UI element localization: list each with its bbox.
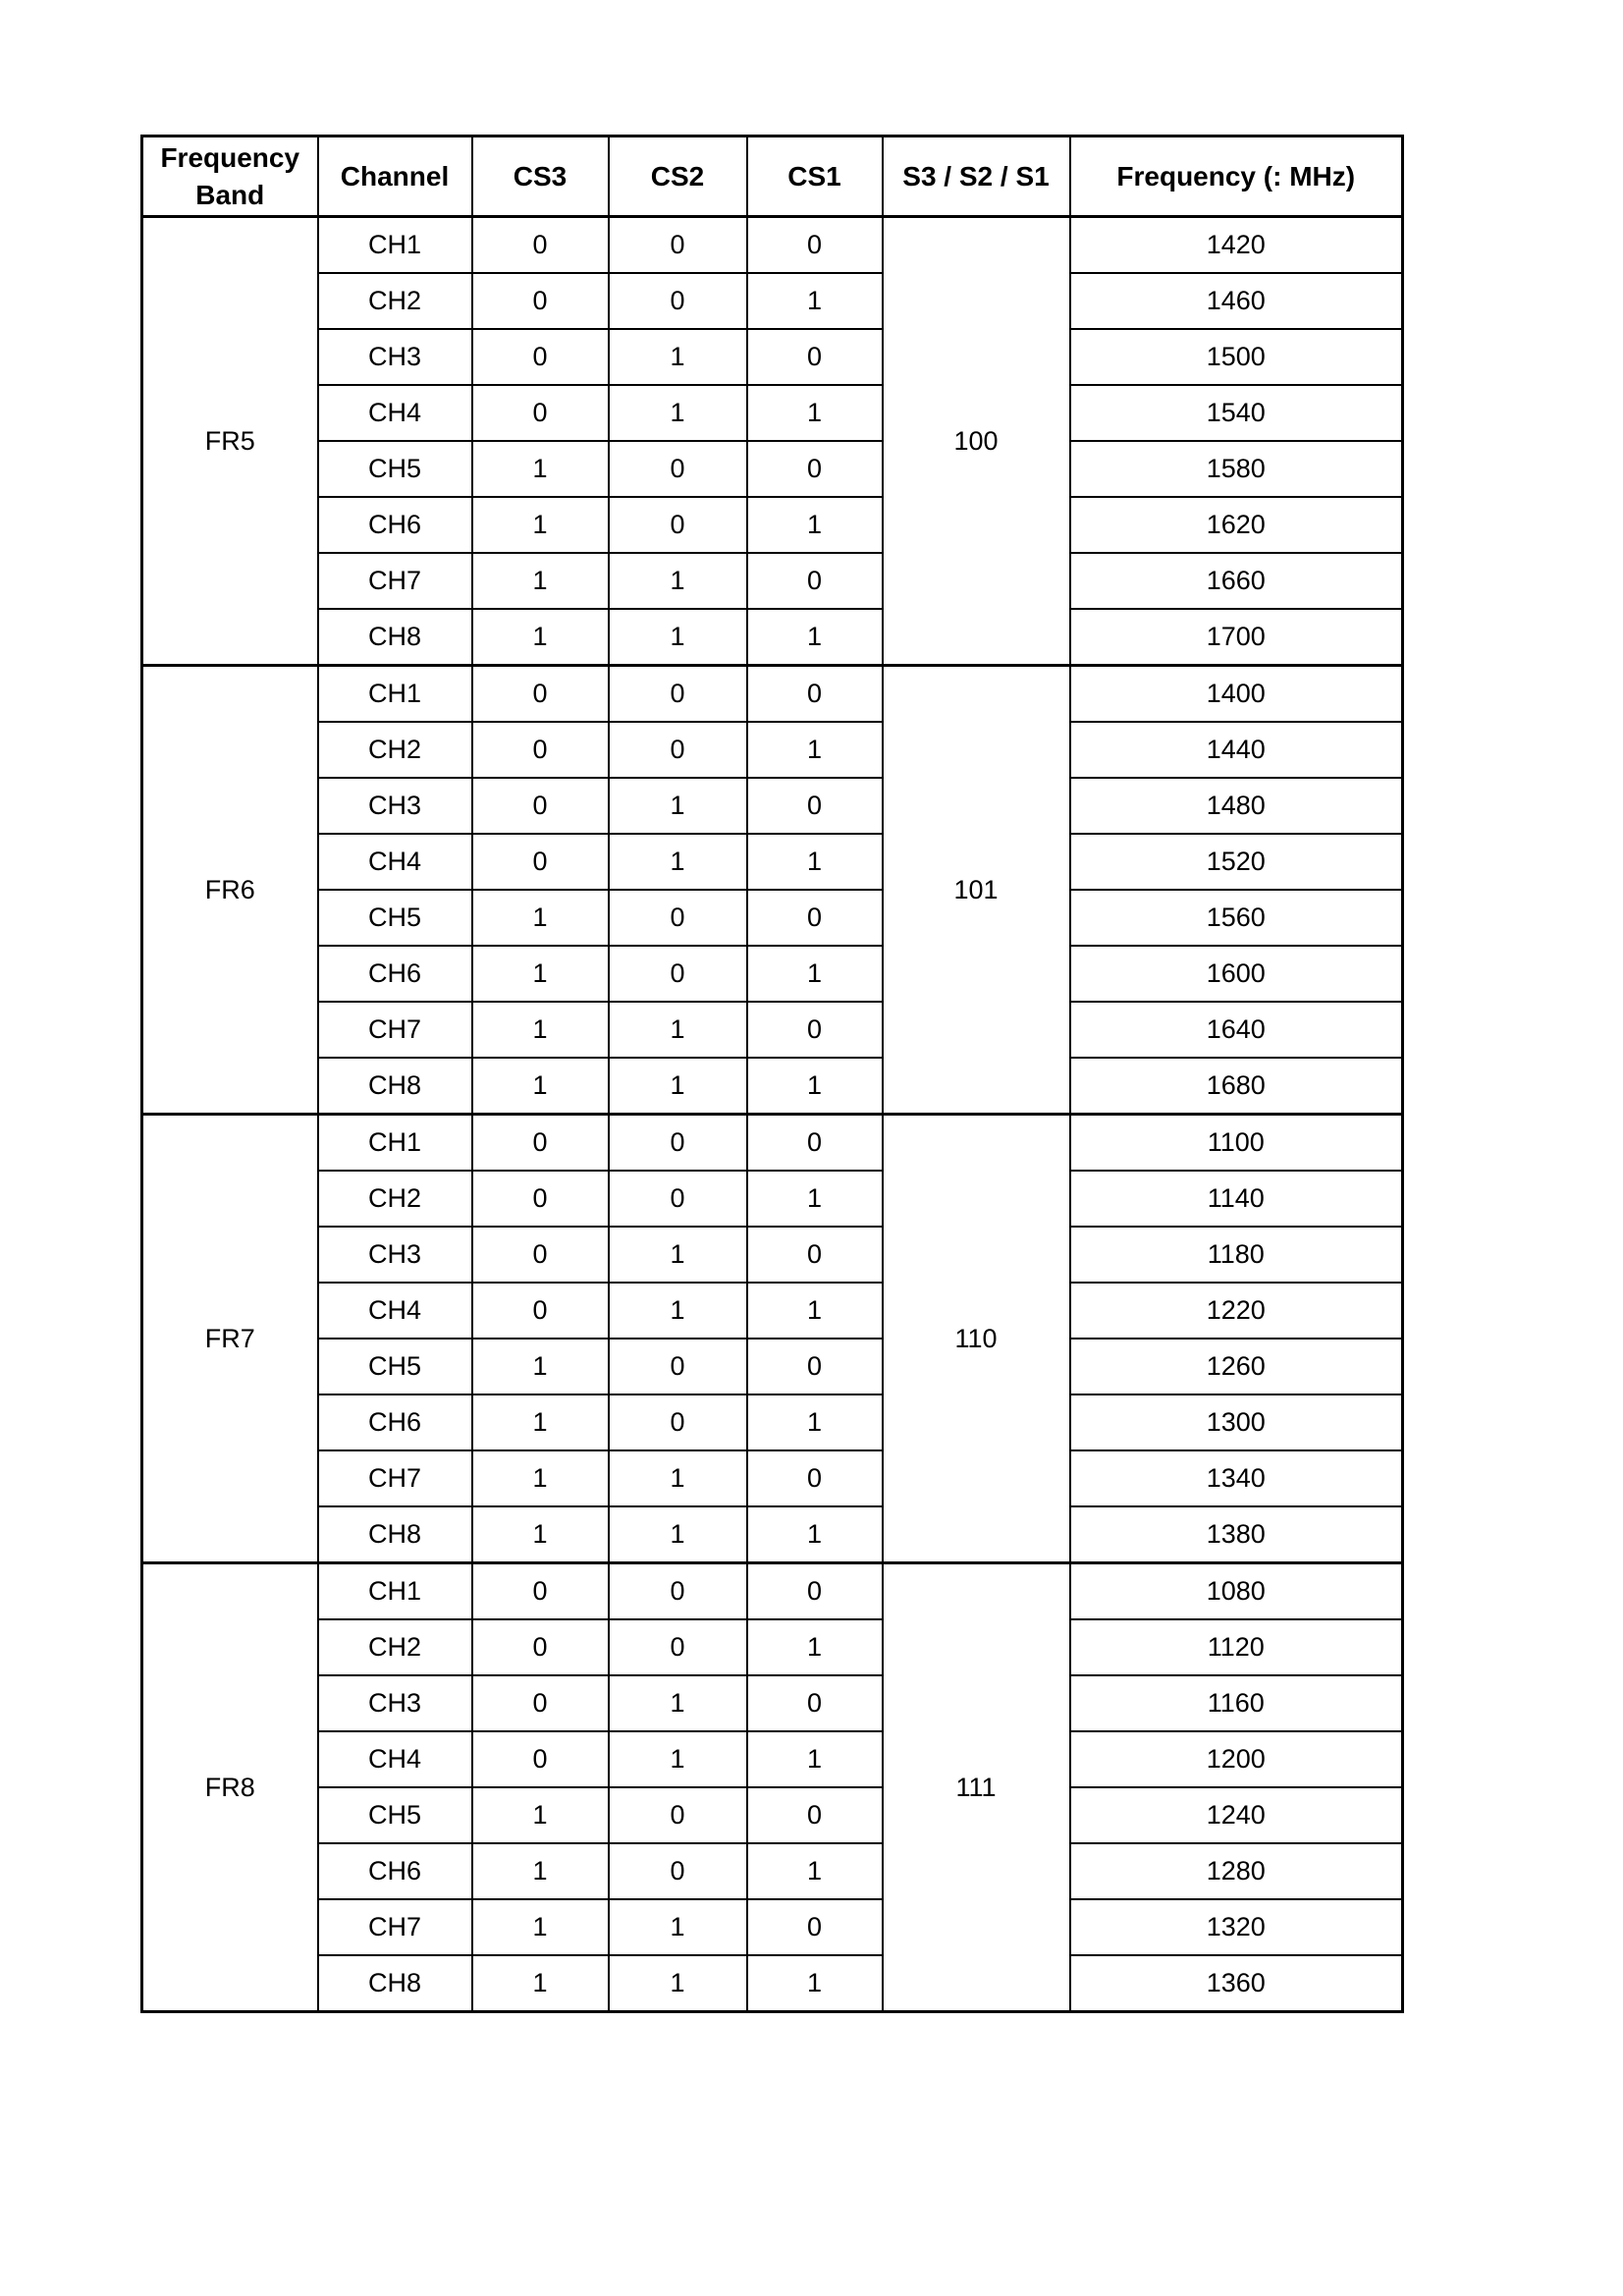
cs2-cell: 1 <box>609 1058 747 1115</box>
col-header-frequency-mhz: Frequency (: MHz) <box>1070 137 1403 217</box>
table-row <box>142 385 1403 441</box>
channel-cell: CH4 <box>318 1731 472 1787</box>
cs1-cell: 1 <box>747 834 883 890</box>
table-row <box>142 1227 1403 1283</box>
table-row <box>142 666 1403 723</box>
frequency-cell: 1460 <box>1070 273 1403 329</box>
channel-cell: CH6 <box>318 497 472 553</box>
col-header-cs1: CS1 <box>747 137 883 217</box>
cs1-cell: 0 <box>747 329 883 385</box>
frequency-cell: 1100 <box>1070 1115 1403 1172</box>
cs3-cell: 1 <box>472 1058 609 1115</box>
channel-cell: CH5 <box>318 441 472 497</box>
channel-cell: CH1 <box>318 217 472 274</box>
cs1-cell: 1 <box>747 722 883 778</box>
cs3-cell: 0 <box>472 385 609 441</box>
channel-cell: CH3 <box>318 778 472 834</box>
frequency-cell: 1180 <box>1070 1227 1403 1283</box>
cs2-cell: 1 <box>609 778 747 834</box>
table-row <box>142 1339 1403 1394</box>
table-row <box>142 329 1403 385</box>
cs3-cell: 1 <box>472 609 609 666</box>
table-row <box>142 1171 1403 1227</box>
frequency-cell: 1260 <box>1070 1339 1403 1394</box>
channel-cell: CH8 <box>318 1506 472 1563</box>
s-code-cell: 101 <box>883 666 1070 1115</box>
frequency-cell: 1220 <box>1070 1283 1403 1339</box>
cs3-cell: 0 <box>472 1283 609 1339</box>
cs3-cell: 1 <box>472 1787 609 1843</box>
table-row <box>142 273 1403 329</box>
channel-cell: CH4 <box>318 385 472 441</box>
frequency-cell: 1340 <box>1070 1450 1403 1506</box>
table-row <box>142 497 1403 553</box>
frequency-cell: 1240 <box>1070 1787 1403 1843</box>
frequency-cell: 1380 <box>1070 1506 1403 1563</box>
frequency-cell: 1120 <box>1070 1619 1403 1675</box>
cs2-cell: 0 <box>609 1787 747 1843</box>
frequency-cell: 1520 <box>1070 834 1403 890</box>
cs3-cell: 0 <box>472 1619 609 1675</box>
cs1-cell: 0 <box>747 890 883 946</box>
table-row <box>142 1394 1403 1450</box>
frequency-band-cell: FR5 <box>142 217 318 666</box>
frequency-cell: 1140 <box>1070 1171 1403 1227</box>
cs3-cell: 0 <box>472 834 609 890</box>
frequency-cell: 1640 <box>1070 1002 1403 1058</box>
frequency-cell: 1320 <box>1070 1899 1403 1955</box>
cs1-cell: 1 <box>747 1955 883 2012</box>
cs2-cell: 1 <box>609 834 747 890</box>
cs2-cell: 0 <box>609 1563 747 1620</box>
cs1-cell: 1 <box>747 609 883 666</box>
channel-cell: CH5 <box>318 1339 472 1394</box>
table-row <box>142 778 1403 834</box>
cs3-cell: 1 <box>472 1843 609 1899</box>
channel-cell: CH1 <box>318 1563 472 1620</box>
cs3-cell: 1 <box>472 553 609 609</box>
cs1-cell: 0 <box>747 1339 883 1394</box>
cs2-cell: 0 <box>609 217 747 274</box>
cs3-cell: 0 <box>472 329 609 385</box>
frequency-cell: 1280 <box>1070 1843 1403 1899</box>
cs3-cell: 0 <box>472 778 609 834</box>
table-row <box>142 1955 1403 2012</box>
cs1-cell: 1 <box>747 1058 883 1115</box>
cs3-cell: 1 <box>472 890 609 946</box>
table-row <box>142 1002 1403 1058</box>
cs1-cell: 0 <box>747 553 883 609</box>
channel-cell: CH3 <box>318 1227 472 1283</box>
cs1-cell: 1 <box>747 385 883 441</box>
table-row <box>142 1731 1403 1787</box>
cs2-cell: 1 <box>609 1955 747 2012</box>
cs3-cell: 1 <box>472 1339 609 1394</box>
table-row <box>142 890 1403 946</box>
cs3-cell: 0 <box>472 1115 609 1172</box>
table-header <box>142 137 1403 217</box>
cs1-cell: 1 <box>747 1731 883 1787</box>
cs2-cell: 0 <box>609 1115 747 1172</box>
channel-cell: CH1 <box>318 666 472 723</box>
cs2-cell: 1 <box>609 609 747 666</box>
table-row <box>142 1563 1403 1620</box>
frequency-cell: 1660 <box>1070 553 1403 609</box>
cs3-cell: 0 <box>472 1675 609 1731</box>
cs3-cell: 1 <box>472 497 609 553</box>
cs1-cell: 1 <box>747 1506 883 1563</box>
frequency-cell: 1580 <box>1070 441 1403 497</box>
cs2-cell: 1 <box>609 1002 747 1058</box>
cs1-cell: 0 <box>747 778 883 834</box>
channel-cell: CH4 <box>318 834 472 890</box>
channel-cell: CH6 <box>318 1843 472 1899</box>
frequency-cell: 1620 <box>1070 497 1403 553</box>
table-row <box>142 1283 1403 1339</box>
s-code-cell: 100 <box>883 217 1070 666</box>
cs1-cell: 0 <box>747 1675 883 1731</box>
cs1-cell: 0 <box>747 666 883 723</box>
channel-cell: CH8 <box>318 1955 472 2012</box>
table-row <box>142 553 1403 609</box>
frequency-band-cell: FR6 <box>142 666 318 1115</box>
channel-cell: CH5 <box>318 1787 472 1843</box>
table-row <box>142 1843 1403 1899</box>
table-row <box>142 1115 1403 1172</box>
channel-cell: CH3 <box>318 1675 472 1731</box>
cs3-cell: 0 <box>472 1563 609 1620</box>
cs2-cell: 1 <box>609 1899 747 1955</box>
cs2-cell: 0 <box>609 666 747 723</box>
cs1-cell: 0 <box>747 1899 883 1955</box>
cs2-cell: 0 <box>609 1394 747 1450</box>
cs3-cell: 0 <box>472 217 609 274</box>
frequency-cell: 1300 <box>1070 1394 1403 1450</box>
table-row <box>142 946 1403 1002</box>
cs2-cell: 0 <box>609 273 747 329</box>
channel-cell: CH8 <box>318 1058 472 1115</box>
cs1-cell: 0 <box>747 441 883 497</box>
cs2-cell: 1 <box>609 1675 747 1731</box>
channel-cell: CH7 <box>318 1450 472 1506</box>
channel-cell: CH2 <box>318 273 472 329</box>
cs2-cell: 1 <box>609 1283 747 1339</box>
frequency-cell: 1700 <box>1070 609 1403 666</box>
cs1-cell: 1 <box>747 273 883 329</box>
col-header-channel: Channel <box>318 137 472 217</box>
cs3-cell: 0 <box>472 1731 609 1787</box>
table-row <box>142 1787 1403 1843</box>
frequency-cell: 1360 <box>1070 1955 1403 2012</box>
table-row <box>142 722 1403 778</box>
frequency-cell: 1500 <box>1070 329 1403 385</box>
cs3-cell: 1 <box>472 946 609 1002</box>
col-header-frequency-band: Frequency Band <box>142 137 318 217</box>
channel-cell: CH2 <box>318 722 472 778</box>
channel-cell: CH7 <box>318 1899 472 1955</box>
header-row <box>142 137 1403 217</box>
channel-cell: CH6 <box>318 946 472 1002</box>
frequency-channel-table <box>140 135 1404 2013</box>
cs2-cell: 0 <box>609 722 747 778</box>
frequency-cell: 1200 <box>1070 1731 1403 1787</box>
cs2-cell: 0 <box>609 946 747 1002</box>
table-row <box>142 1675 1403 1731</box>
channel-cell: CH3 <box>318 329 472 385</box>
table-row <box>142 1619 1403 1675</box>
frequency-cell: 1480 <box>1070 778 1403 834</box>
table-row <box>142 1450 1403 1506</box>
cs3-cell: 0 <box>472 1171 609 1227</box>
frequency-cell: 1560 <box>1070 890 1403 946</box>
table-row <box>142 1506 1403 1563</box>
cs1-cell: 1 <box>747 1619 883 1675</box>
channel-cell: CH2 <box>318 1619 472 1675</box>
cs3-cell: 0 <box>472 1227 609 1283</box>
cs1-cell: 0 <box>747 217 883 274</box>
cs2-cell: 1 <box>609 329 747 385</box>
table-row <box>142 217 1403 274</box>
table-row <box>142 1899 1403 1955</box>
cs2-cell: 1 <box>609 1506 747 1563</box>
channel-cell: CH7 <box>318 1002 472 1058</box>
channel-cell: CH1 <box>318 1115 472 1172</box>
cs2-cell: 1 <box>609 1450 747 1506</box>
frequency-band-cell: FR7 <box>142 1115 318 1563</box>
cs1-cell: 0 <box>747 1002 883 1058</box>
cs1-cell: 1 <box>747 497 883 553</box>
table-row <box>142 609 1403 666</box>
cs2-cell: 1 <box>609 1227 747 1283</box>
table-row <box>142 834 1403 890</box>
cs2-cell: 0 <box>609 1171 747 1227</box>
s-code-cell: 110 <box>883 1115 1070 1563</box>
s-code-cell: 111 <box>883 1563 1070 2012</box>
cs2-cell: 0 <box>609 1339 747 1394</box>
cs2-cell: 0 <box>609 441 747 497</box>
cs1-cell: 1 <box>747 1283 883 1339</box>
frequency-cell: 1080 <box>1070 1563 1403 1620</box>
cs1-cell: 1 <box>747 946 883 1002</box>
channel-cell: CH6 <box>318 1394 472 1450</box>
col-header-cs2: CS2 <box>609 137 747 217</box>
cs2-cell: 1 <box>609 553 747 609</box>
frequency-cell: 1420 <box>1070 217 1403 274</box>
cs1-cell: 0 <box>747 1227 883 1283</box>
channel-cell: CH4 <box>318 1283 472 1339</box>
channel-cell: CH5 <box>318 890 472 946</box>
channel-cell: CH7 <box>318 553 472 609</box>
frequency-cell: 1400 <box>1070 666 1403 723</box>
cs3-cell: 1 <box>472 1450 609 1506</box>
cs2-cell: 0 <box>609 1619 747 1675</box>
channel-cell: CH8 <box>318 609 472 666</box>
cs2-cell: 0 <box>609 497 747 553</box>
cs1-cell: 0 <box>747 1787 883 1843</box>
table-row <box>142 1058 1403 1115</box>
frequency-cell: 1160 <box>1070 1675 1403 1731</box>
cs2-cell: 0 <box>609 1843 747 1899</box>
frequency-cell: 1680 <box>1070 1058 1403 1115</box>
cs1-cell: 1 <box>747 1171 883 1227</box>
cs3-cell: 0 <box>472 273 609 329</box>
cs1-cell: 1 <box>747 1394 883 1450</box>
cs3-cell: 1 <box>472 1955 609 2012</box>
channel-cell: CH2 <box>318 1171 472 1227</box>
cs3-cell: 1 <box>472 1394 609 1450</box>
cs3-cell: 1 <box>472 441 609 497</box>
cs3-cell: 0 <box>472 666 609 723</box>
frequency-band-cell: FR8 <box>142 1563 318 2012</box>
cs3-cell: 1 <box>472 1002 609 1058</box>
cs1-cell: 1 <box>747 1843 883 1899</box>
table-body <box>142 217 1403 2012</box>
cs2-cell: 1 <box>609 385 747 441</box>
cs1-cell: 0 <box>747 1563 883 1620</box>
cs1-cell: 0 <box>747 1115 883 1172</box>
frequency-cell: 1540 <box>1070 385 1403 441</box>
col-header-s3-s2-s1: S3 / S2 / S1 <box>883 137 1070 217</box>
table-row <box>142 441 1403 497</box>
frequency-cell: 1600 <box>1070 946 1403 1002</box>
frequency-cell: 1440 <box>1070 722 1403 778</box>
cs3-cell: 1 <box>472 1899 609 1955</box>
cs3-cell: 0 <box>472 722 609 778</box>
cs1-cell: 0 <box>747 1450 883 1506</box>
cs2-cell: 1 <box>609 1731 747 1787</box>
cs3-cell: 1 <box>472 1506 609 1563</box>
col-header-cs3: CS3 <box>472 137 609 217</box>
cs2-cell: 0 <box>609 890 747 946</box>
